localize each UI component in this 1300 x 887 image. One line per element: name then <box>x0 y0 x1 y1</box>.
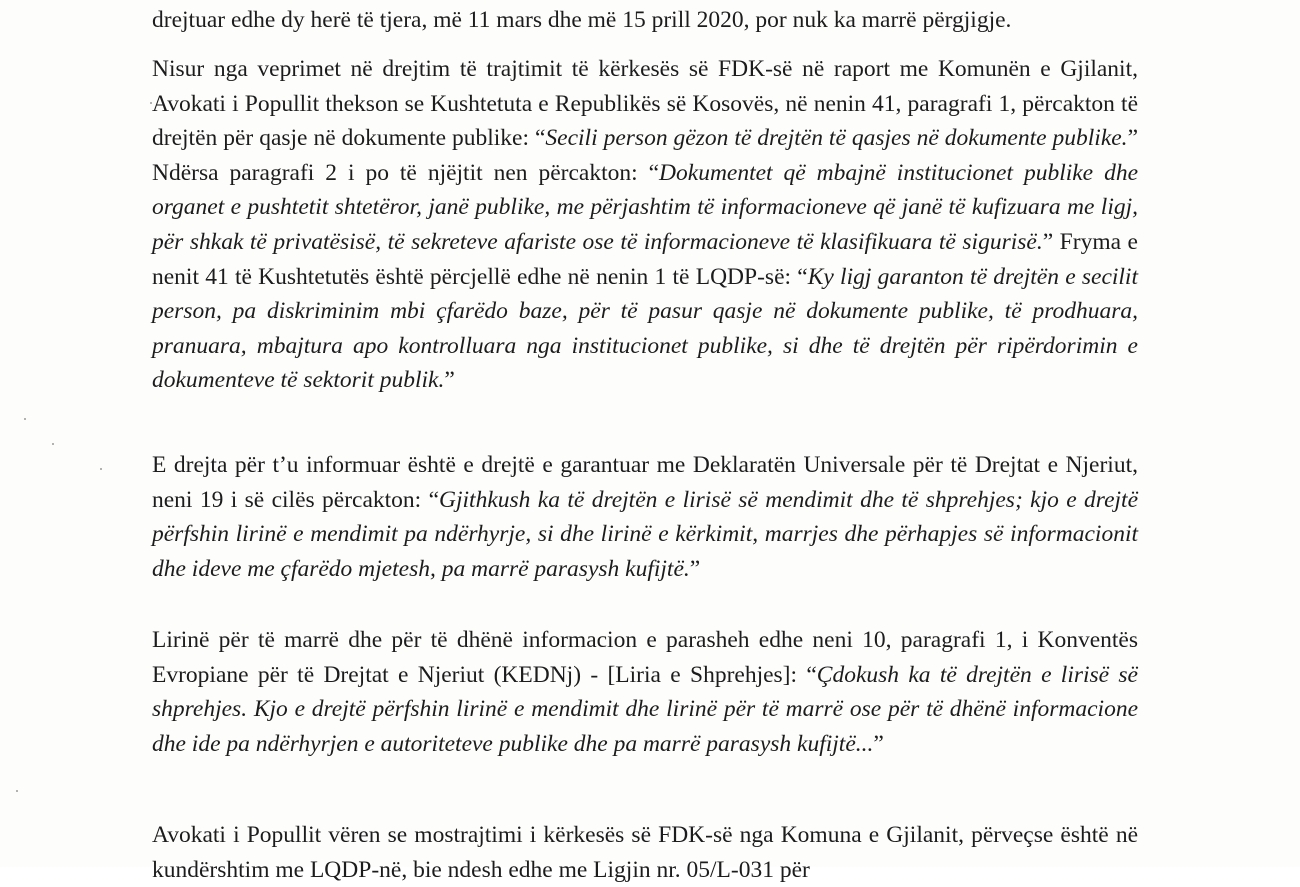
scan-speck <box>52 443 54 445</box>
scan-speck <box>150 102 152 104</box>
text-run: Lirinë për të marrë dhe për të dhënë informacion e parasheh edhe neni 10, paragrafi 1, i Konventës Evropiane për të Drejtat e Njeriut (KEDNj) - [Liria e Shprehjes]: “ <box>152 627 1138 688</box>
text-run: Nisur nga veprimet në drejtim të trajtimit të kërkesës së FDK-së në raport me Komunën e Gjilanit, Avokati i Popullit thekson se Kushtetuta e Republikës së Kosovës, në nenin 41, paragrafi 1, përcakton të drejtën për qasje në dokumente publike: “ <box>152 56 1138 152</box>
paragraph-universal-declaration <box>152 448 1138 586</box>
scan-speck <box>16 790 18 792</box>
text-run: ” <box>873 730 884 757</box>
quote-lqdp-article-1: Ky ligj garanton të drejtën e secilit person, pa diskriminim mbi çfarëdo baze, për të pasur qasje në dokumente publike, të prodhuara, pranuara, mbajtura apo kontrolluara nga institucionet publike, si dhe të drejtën për ripërdorimin e dokumenteve të sektorit publik. <box>152 263 1138 394</box>
quote-constitution-para-2: Dokumentet që mbajnë institucionet publike dhe organet e pushtetit shtetëror, janë publike, me përjashtim të informacioneve që janë të kufizuara me ligj, për shkak të privatësisë, të sekreteve afariste ose të informacioneve të klasifikuara të sigurisë. <box>152 159 1138 255</box>
quote-constitution-para-1: Secili person gëzon të drejtën të qasjes në dokumente publike. <box>545 125 1128 152</box>
text-run: E drejta për t’u informuar është e drejtë e garantuar me Deklaratën Universale për të Drejtat e Njeriut, neni 19 i së cilës përcakton: “ <box>152 452 1138 513</box>
paragraph-echr-article-10 <box>152 623 1138 761</box>
text-run: ” <box>689 555 701 582</box>
quote-udhr-article-19: Gjithkush ka të drejtën e lirisë së mendimit dhe të shprehjes; kjo e drejtë përfshin lirinë e mendimit pa ndërhyrje, si dhe lirinë e kërkimit, marrjes dhe përhapjes së informacionit dhe ideve me çfarëdo mjetesh, pa marrë parasysh kufijtë. <box>152 486 1138 582</box>
text-run: drejtuar edhe dy herë të tjera, më 11 mars dhe më 15 prill 2020, por nuk ka marrë përgjigje. <box>152 7 1012 33</box>
text-run: ” Ndërsa paragrafi 2 i po të njëjtit nen përcakton: “ <box>152 125 1138 186</box>
scan-speck <box>100 468 102 470</box>
text-run: ” <box>444 367 455 394</box>
paragraph-request-followups <box>152 3 1138 38</box>
paragraph-constitution-article-41 <box>152 52 1138 398</box>
text-run: ” Fryma e nenit 41 të Kushtetutës është përcjellë edhe në nenin 1 të LQDP-së: “ <box>152 228 1138 290</box>
paragraph-ombudsperson-finding <box>152 818 1138 887</box>
scan-speck <box>24 418 26 420</box>
text-run: Avokati i Popullit vëren se mostrajtimi i kërkesës së FDK-së nga Komuna e Gjilanit, përveçse është në kundërshtim me LQDP-në, bie ndesh edhe me Ligjin nr. 05/L-031 për <box>152 822 1138 883</box>
quote-echr-article-10: Çdokush ka të drejtën e lirisë së shprehjes. Kjo e drejtë përfshin lirinë e mendimit dhe lirinë për të marrë ose për të dhënë informacione dhe ide pa ndërhyrjen e autoriteteve publike dhe pa marrë parasysh kufijtë... <box>152 661 1138 757</box>
